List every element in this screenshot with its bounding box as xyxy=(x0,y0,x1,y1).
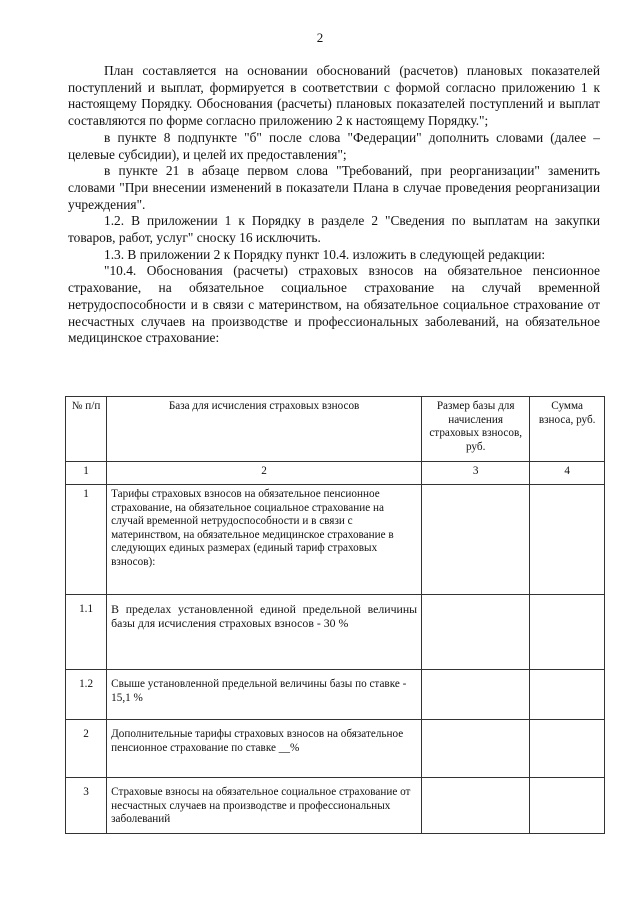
paragraph: 1.2. В приложении 1 к Порядку в разделе 2 "Сведения по выплатам на закупки товаров, работ, услуг" сноску 16 исключить. xyxy=(68,213,600,246)
document-body xyxy=(68,63,600,347)
table-row xyxy=(66,595,605,670)
row-number: 1.2 xyxy=(66,670,107,720)
contribution-amount-cell xyxy=(530,485,605,595)
contribution-amount-cell xyxy=(530,778,605,834)
header-cell: Сумма взноса, руб. xyxy=(530,397,605,462)
row-number: 1 xyxy=(66,485,107,595)
table-row xyxy=(66,670,605,720)
base-amount-cell xyxy=(422,595,530,670)
paragraph: в пункте 8 подпункте "б" после слова "Федерации" дополнить словами (далее – целевые субсидии), и целей их предоставления"; xyxy=(68,129,600,162)
column-number: 4 xyxy=(530,462,605,485)
row-text: Тарифы страховых взносов на обязательное пенсионное страхование, на обязательное социальное страхование на случай временной нетрудоспособности и в связи с материнством, на обязательное медицинское страхование в следующих единых размерах (единый тариф страховых взносов): xyxy=(107,485,422,595)
row-text: В пределах установленной единой предельной величины базы для исчисления страховых взносов - 30 % xyxy=(107,595,422,670)
contribution-amount-cell xyxy=(530,670,605,720)
paragraph: "10.4. Обоснования (расчеты) страховых взносов на обязательное пенсионное страхование, на обязательное социальное страхование на случай временной нетрудоспособности и в связи с материнством, на обязательное социальное страхование от несчастных случаев на производстве и профессиональных заболеваний, на обязательное медицинское страхование: xyxy=(68,263,600,346)
header-cell: Размер базы для начисления страховых взносов, руб. xyxy=(422,397,530,462)
table-header-row xyxy=(66,397,605,462)
table-row xyxy=(66,485,605,595)
row-text: Страховые взносы на обязательное социальное страхование от несчастных случаев на производстве и профессиональных заболеваний xyxy=(107,778,422,834)
column-number: 3 xyxy=(422,462,530,485)
insurance-contributions-table xyxy=(65,396,605,834)
contribution-amount-cell xyxy=(530,595,605,670)
paragraph: 1.3. В приложении 2 к Порядку пункт 10.4. изложить в следующей редакции: xyxy=(104,246,546,262)
page-number: 2 xyxy=(316,30,324,45)
base-amount-cell xyxy=(422,485,530,595)
contribution-amount-cell xyxy=(530,720,605,778)
paragraph: План составляется на основании обоснований (расчетов) плановых показателей поступлений и выплат, формируется в соответствии с формой согласно приложению 1 к настоящему Порядку. Обоснования (расчеты) плановых показателей поступлений и выплат составляются по форме согласно приложению 2 к настоящему Порядку."; xyxy=(68,63,600,129)
base-amount-cell xyxy=(422,778,530,834)
paragraph: в пункте 21 в абзаце первом слова "Требований, при реорганизации" заменить словами "При внесении изменений в показатели Плана в случае проведения реорганизации учреждения". xyxy=(68,163,600,212)
row-number: 2 xyxy=(66,720,107,778)
base-amount-cell xyxy=(422,720,530,778)
table-row xyxy=(66,778,605,834)
column-number: 2 xyxy=(107,462,422,485)
header-cell: № п/п xyxy=(66,397,107,462)
row-text: Дополнительные тарифы страховых взносов на обязательное пенсионное страхование по ставке __% xyxy=(107,720,422,778)
row-text: Свыше установленной предельной величины базы по ставке - 15,1 % xyxy=(107,670,422,720)
column-number-row xyxy=(66,462,605,485)
column-number: 1 xyxy=(66,462,107,485)
table-row xyxy=(66,720,605,778)
row-number: 3 xyxy=(66,778,107,834)
header-cell: База для исчисления страховых взносов xyxy=(107,397,422,462)
row-number: 1.1 xyxy=(66,595,107,670)
base-amount-cell xyxy=(422,670,530,720)
